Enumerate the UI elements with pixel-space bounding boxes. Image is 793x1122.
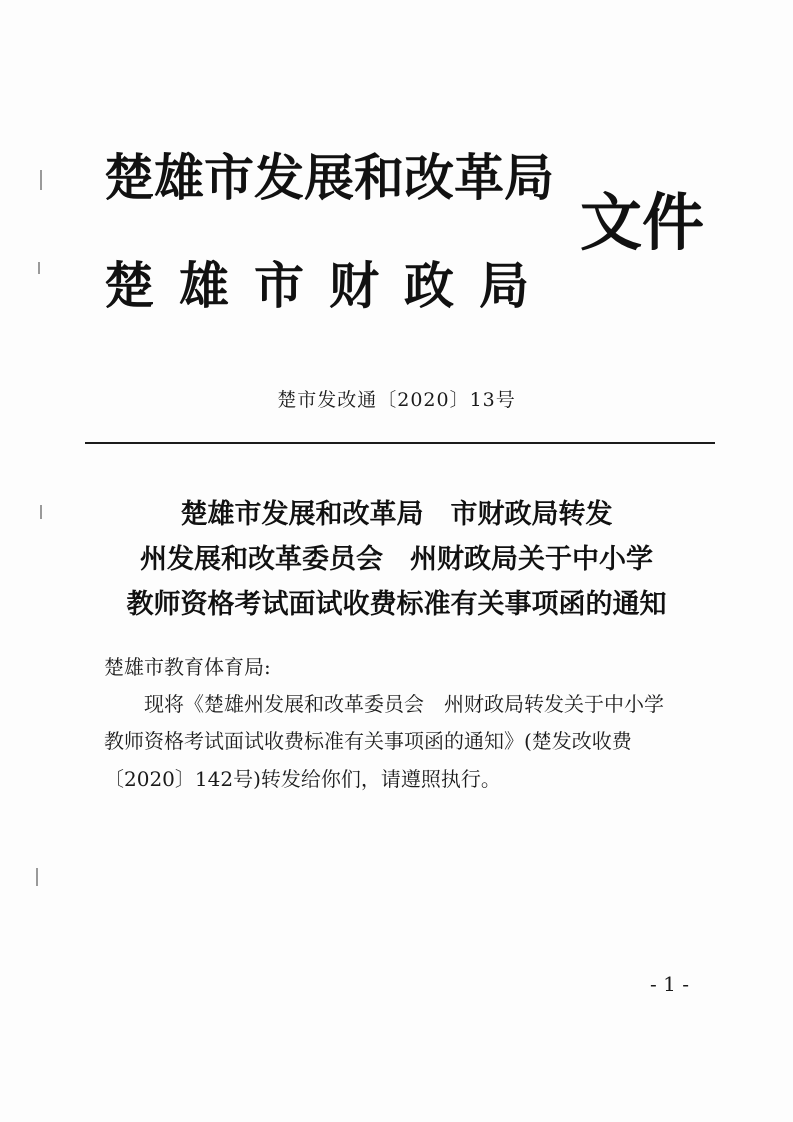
body-paragraph-line-2: 教师资格考试面试收费标准有关事项函的通知》(楚发改收费 [104,729,632,753]
addressee: 楚雄市教育体育局: [104,655,271,679]
document-title-line-2: 州发展和改革委员会 州财政局关于中小学 [140,544,653,575]
page-number: - 1 - [650,972,689,996]
document-title-line-1: 楚雄市发展和改革局 市财政局转发 [180,499,613,530]
issuer-name-1: 楚雄市发展和改革局 [104,148,554,207]
header-divider [85,442,715,444]
scan-edge-mark [40,170,42,190]
document-number: 楚市发改通〔2020〕13号 [277,389,516,411]
body-paragraph-line-3: 〔2020〕142号)转发给你们，请遵照执行。 [104,767,501,791]
document-title-line-3: 教师资格考试面试收费标准有关事项函的通知 [126,589,667,620]
body-paragraph-line-1: 现将《楚雄州发展和改革委员会 州财政局转发关于中小学 [144,692,664,716]
issuer-name-2: 楚雄市财政局 [104,256,554,315]
scan-edge-mark [36,868,38,886]
scan-edge-mark [38,262,40,274]
document-type-label: 文件 [580,186,705,259]
